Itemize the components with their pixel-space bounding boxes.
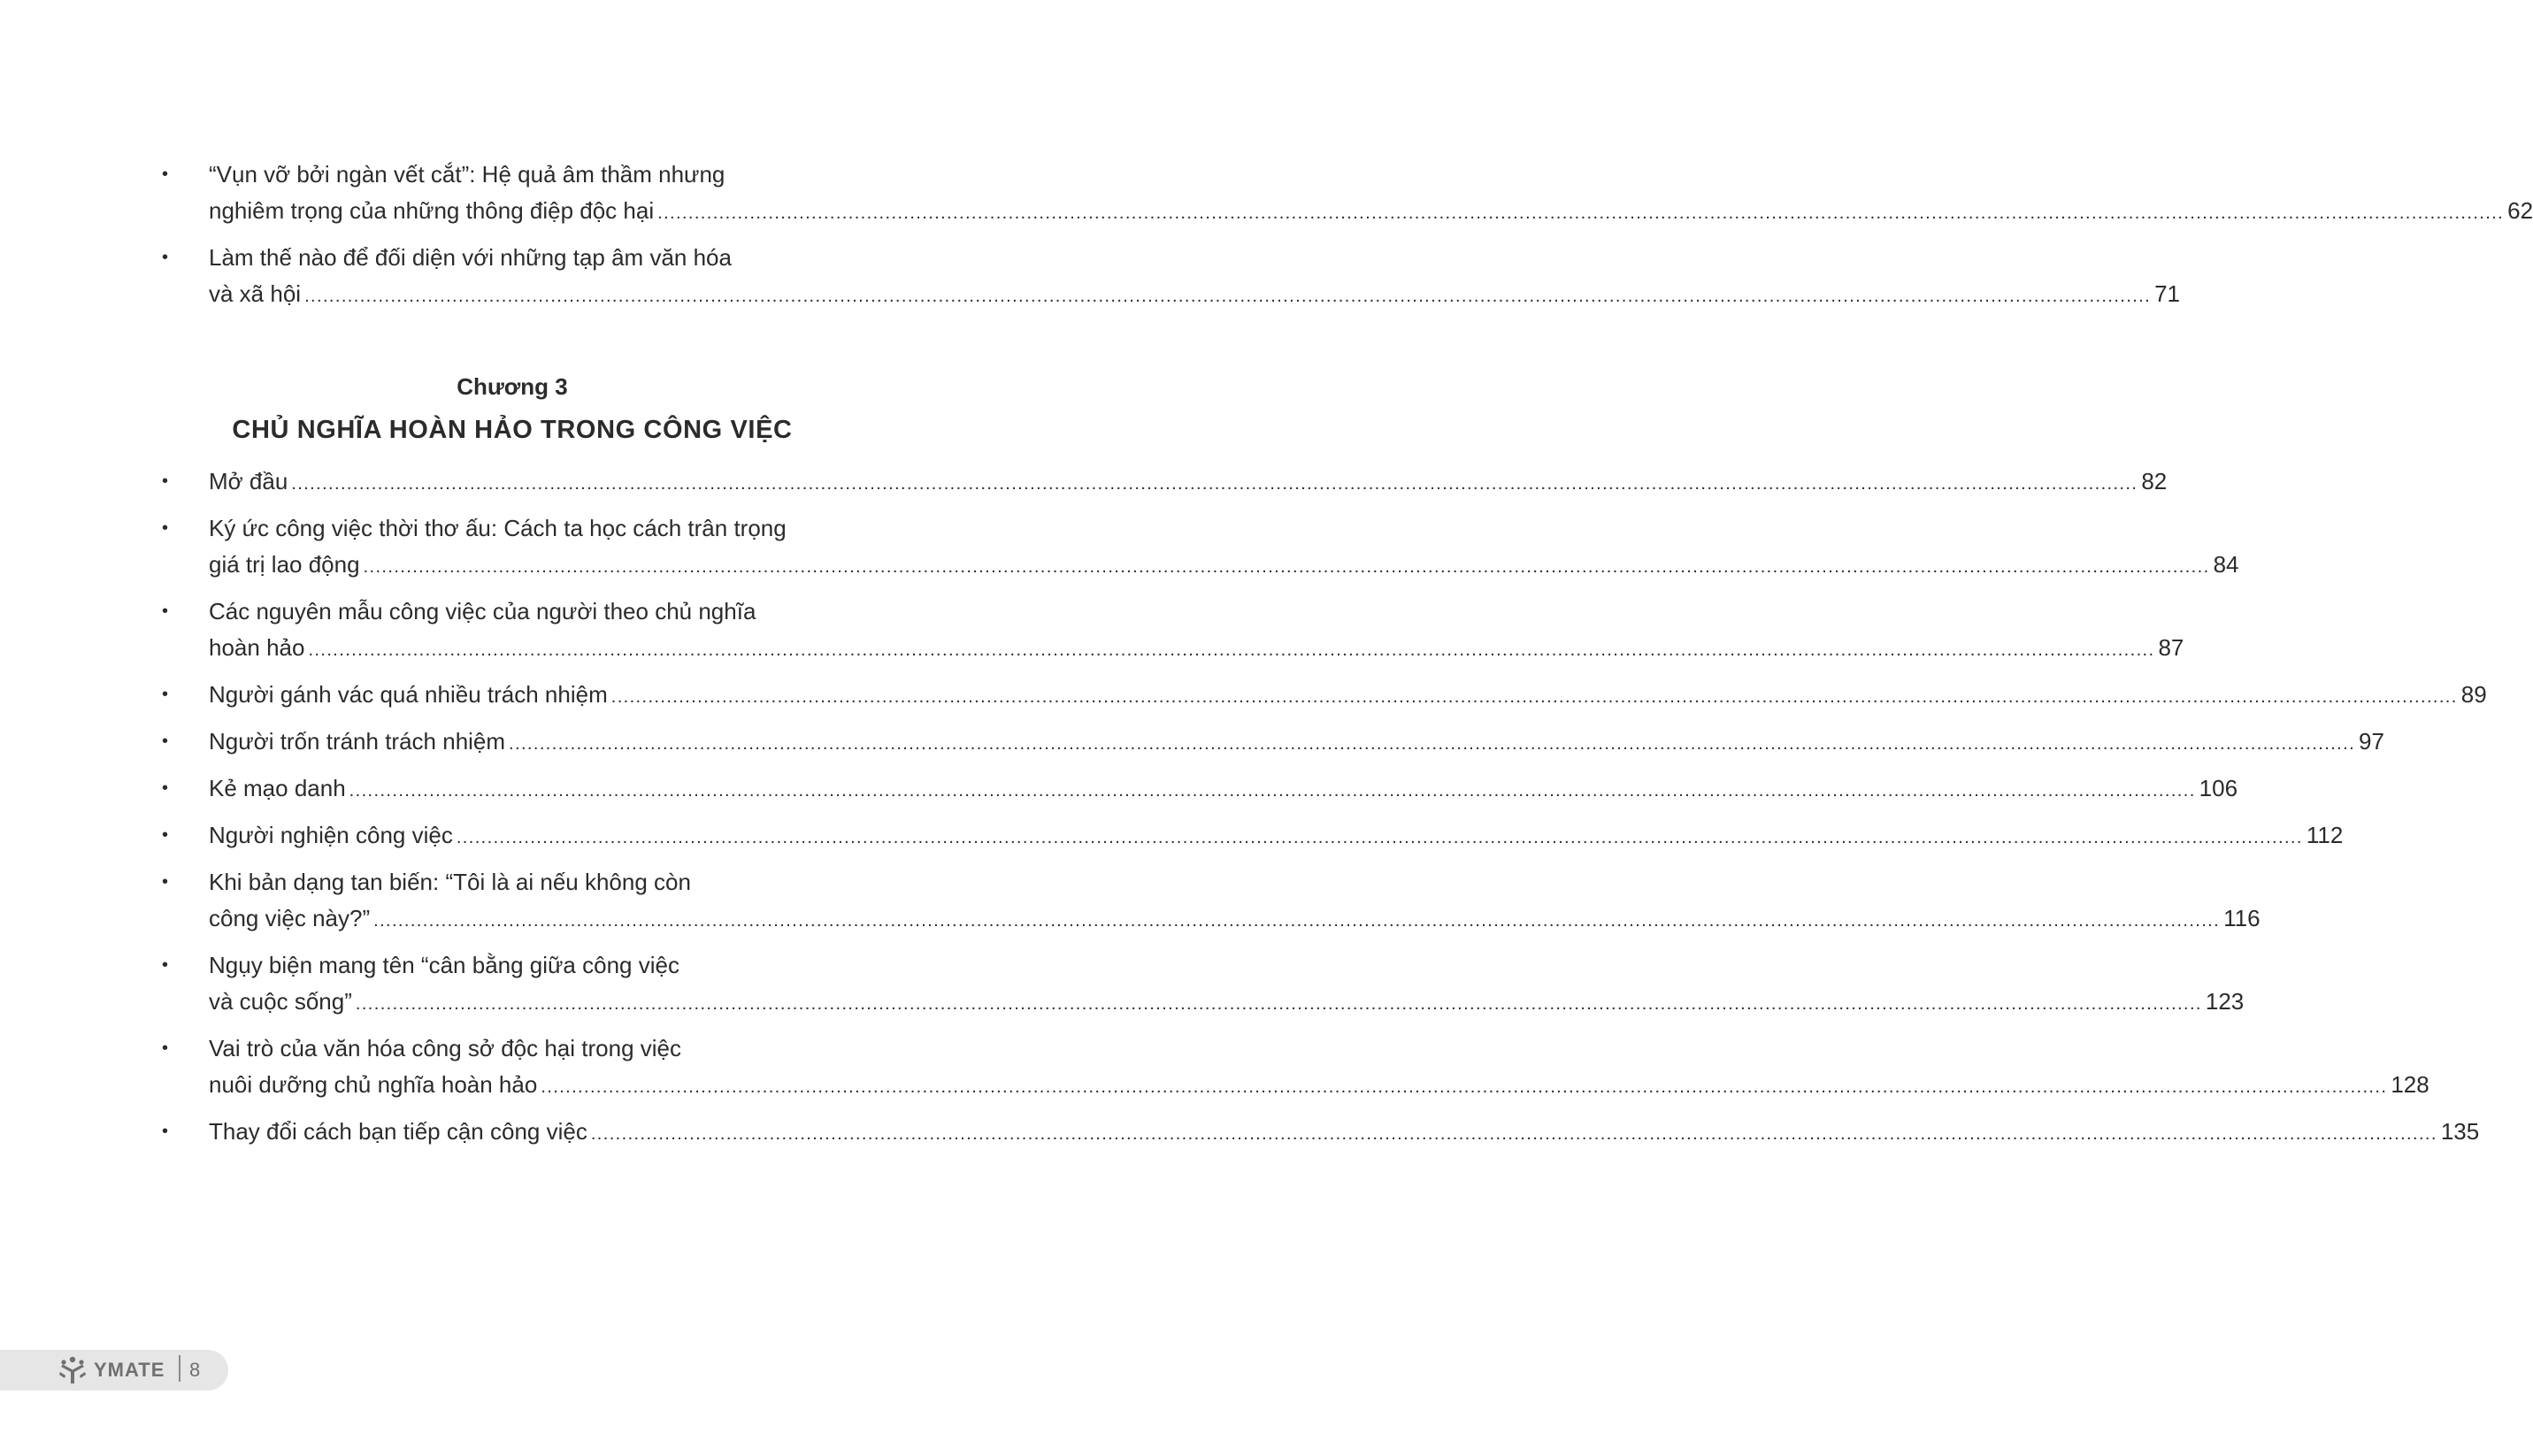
toc-entry-text: và cuộc sống” [209,988,352,1015]
brand-name: YMATE [94,1359,165,1381]
toc-entry-text: Kẻ mạo danh [209,775,346,801]
toc-entry-text: giá trị lao động [209,551,360,578]
toc-entry-text: Người trốn tránh trách nhiệm [209,728,506,755]
toc-entry-text: và xã hội [209,280,302,307]
toc-entry-line [209,728,2384,755]
bullet-icon: • [162,602,169,621]
toc-entry-line [209,468,2168,494]
chapter-label: Chương 3 [457,373,568,400]
toc-page-number: 112 [2306,822,2344,848]
toc-entry-line [209,1071,2429,1098]
toc-entry-text: hoàn hảo [209,634,305,661]
toc-page-number: 71 [2154,280,2180,307]
toc-page-number: 62 [2507,197,2533,224]
toc-entry-line [209,1118,2480,1145]
toc-entry-line [209,634,2184,661]
dot-leader: ............................................................................................................................................................................................................................................................................................................ [308,640,2155,660]
toc-page-number: 87 [2158,634,2184,661]
bullet-icon: • [162,825,169,845]
dot-leader: ............................................................................................................................................................................................................................................................................................................ [355,994,2202,1014]
toc-entry-text: Người nghiện công việc [209,822,453,848]
toc-entry-line [209,775,2238,801]
bullet-icon: • [162,518,169,538]
dot-leader: ............................................................................................................................................................................................................................................................................................................ [349,781,2196,801]
toc-page-number: 123 [2205,988,2245,1015]
dot-leader: ............................................................................................................................................................................................................................................................................................................ [610,687,2458,707]
bullet-icon: • [162,872,169,892]
dot-leader: ............................................................................................................................................................................................................................................................................................................ [291,474,2138,494]
toc-entry-text: Ký ức công việc thời thơ ấu: Cách ta học cách trân trọng [209,515,787,541]
dot-leader: ............................................................................................................................................................................................................................................................................................................ [509,734,2356,754]
toc-entry-text: Người gánh vác quá nhiều trách nhiệm [209,681,608,708]
toc-entry-text: công việc này?” [209,905,371,931]
dot-leader: ............................................................................................................................................................................................................................................................................................................ [657,203,2505,223]
bullet-icon: • [162,955,169,975]
chapter-title: CHỦ NGHĨA HOÀN HẢO TRONG CÔNG VIỆC [232,416,793,444]
toc-entry-text: Vai trò của văn hóa công sở độc hại trong việc [209,1035,681,1061]
toc-entry-text: “Vụn vỡ bởi ngàn vết cắt”: Hệ quả âm thầm nhưng [209,161,725,188]
dot-leader: ............................................................................................................................................................................................................................................................................................................ [304,287,2152,306]
toc-entry-text: Ngụy biện mang tên “cân bằng giữa công việc [209,952,679,978]
toc-page-number: 82 [2141,468,2168,494]
toc-entry-text: Mở đầu [209,468,288,494]
bullet-icon: • [162,1038,169,1058]
page-number: 8 [189,1359,201,1381]
bullet-icon: • [162,165,169,184]
dot-leader: ............................................................................................................................................................................................................................................................................................................ [363,557,2210,577]
toc-entry-text: Làm thế nào để đối diện với những tạp âm văn hóa [209,244,732,271]
toc-entry-line [209,822,2344,848]
toc-entry-line [209,280,2180,307]
toc-page-number: 97 [2359,728,2384,755]
toc-entry-text: Các nguyên mẫu công việc của người theo chủ nghĩa [209,598,756,625]
toc-entry-line [209,905,2261,931]
toc-page-number: 135 [2440,1118,2480,1145]
bullet-icon: • [162,778,169,798]
toc-entry-text: Thay đổi cách bạn tiếp cận công việc [209,1118,587,1145]
dot-leader: ............................................................................................................................................................................................................................................................................................................ [373,911,2221,931]
toc-page-number: 106 [2199,775,2238,801]
ymate-logo-icon [57,1354,88,1386]
dot-leader: ............................................................................................................................................................................................................................................................................................................ [541,1077,2388,1097]
toc-entry-text: nghiêm trọng của những thông điệp độc hại [209,197,655,224]
toc-page-number: 116 [2223,905,2261,931]
toc-page-number: 84 [2213,551,2239,578]
bullet-icon: • [162,1122,169,1141]
dot-leader: ............................................................................................................................................................................................................................................................................................................ [456,828,2303,847]
toc-entry-line [209,197,2533,224]
dot-leader: ............................................................................................................................................................................................................................................................................................................ [590,1124,2437,1144]
toc-entry-line [209,988,2245,1015]
toc-entry-text: Khi bản dạng tan biến: “Tôi là ai nếu không còn [209,869,691,895]
toc-entry-line [209,681,2487,708]
bullet-icon: • [162,248,169,267]
bullet-icon: • [162,685,169,704]
bullet-icon: • [162,732,169,751]
bullet-icon: • [162,471,169,491]
toc-entry-text: nuôi dưỡng chủ nghĩa hoàn hảo [209,1071,538,1098]
toc-entry-line [209,551,2239,578]
toc-page-number: 128 [2391,1071,2429,1098]
footer-divider [179,1355,180,1382]
toc-page-number: 89 [2460,681,2487,708]
